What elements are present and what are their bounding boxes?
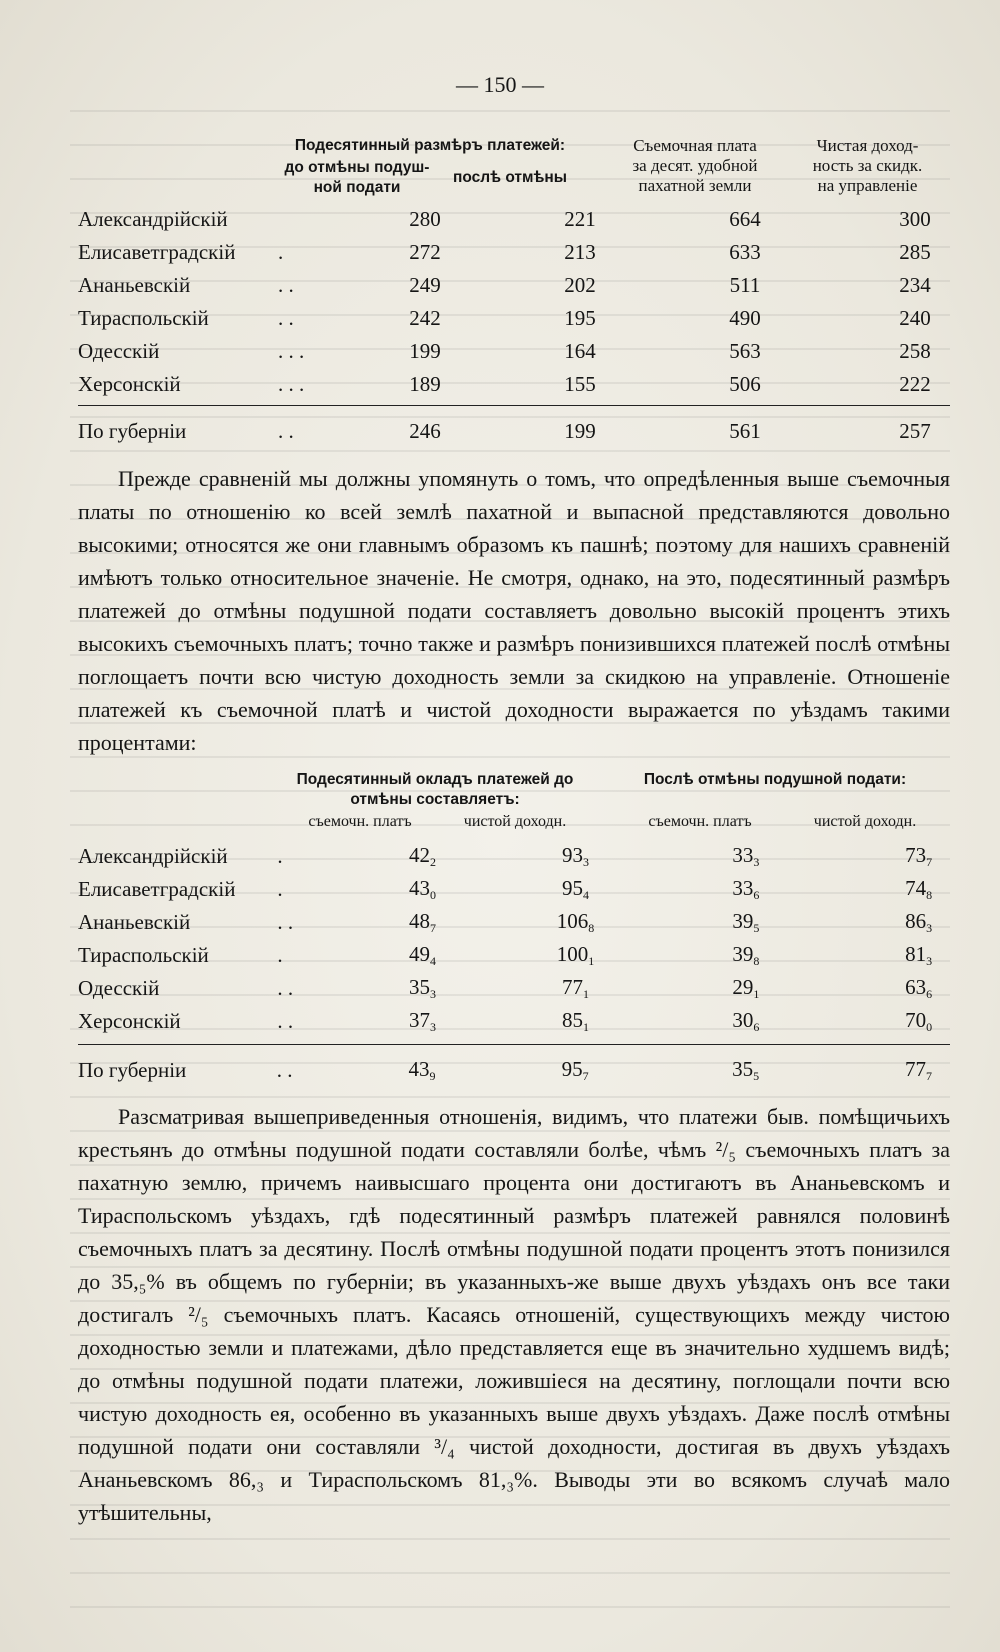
percent-whole: 106 (556, 909, 589, 933)
district-name: Одесскій (78, 976, 160, 1000)
table-cell: 272 (409, 240, 441, 264)
percent-cell (496, 1054, 654, 1087)
percent-cell (655, 1005, 838, 1038)
table-cell: 506 (729, 372, 761, 396)
paragraph-1 (78, 462, 950, 759)
table-cell: 164 (564, 339, 596, 363)
table-cell: 258 (899, 339, 931, 363)
percent-whole: 49 (408, 942, 430, 966)
percent-whole: 86 (905, 909, 927, 933)
percent-decimal: 9 (429, 1069, 436, 1083)
percent-cell (654, 1054, 837, 1087)
percent-cell (655, 972, 838, 1005)
district-name: Тираспольскій (78, 306, 209, 330)
leader-dots: . . (276, 1058, 293, 1082)
table1-col-header: Чистая доход- ность за скидк. на управленіе (812, 136, 923, 195)
percent-decimal: 8 (588, 921, 595, 935)
percent-decimal: 7 (926, 855, 933, 869)
percent-whole: 85 (562, 1008, 584, 1032)
percent-cell (655, 939, 838, 972)
leader-dots: . . (278, 419, 294, 443)
percent-cell (837, 840, 1000, 873)
percent-cell (837, 1005, 1000, 1038)
percent-whole: 81 (905, 942, 927, 966)
table2-total-rule (78, 1044, 950, 1045)
percent-decimal: 6 (753, 1020, 760, 1034)
table-cell: 202 (564, 273, 596, 297)
percent-whole: 35 (732, 1057, 754, 1081)
percent-decimal: 3 (753, 855, 760, 869)
percent-whole: 95 (562, 876, 584, 900)
percent-cell (497, 939, 655, 972)
percent-whole: 39 (732, 909, 754, 933)
percent-cell (655, 873, 838, 906)
percent-decimal: 5 (753, 921, 760, 935)
leader-dots: . . (278, 306, 294, 330)
percent-decimal: 6 (753, 888, 760, 902)
percent-decimal: 4 (429, 954, 436, 968)
table-cell: 633 (729, 240, 761, 264)
leader-dots: . (278, 240, 284, 264)
leader-dots: . . (277, 910, 294, 934)
table-row (78, 236, 1000, 269)
percent-decimal: 0 (926, 1020, 933, 1034)
table2-header-left: Подесятинный окладъ платежей до отмѣны составляетъ: (296, 771, 574, 808)
table2-total (78, 1054, 1000, 1087)
percent-cell (497, 906, 655, 939)
percent-whole: 48 (408, 909, 430, 933)
table-cell: 300 (899, 207, 931, 231)
page-number: — 150 — (456, 72, 544, 97)
percent-decimal: 5 (753, 1069, 760, 1083)
table-cell: 246 (409, 419, 441, 443)
percent-whole: 95 (561, 1057, 583, 1081)
table1 (78, 203, 1000, 401)
table-cell: 563 (729, 339, 761, 363)
percent-whole: 77 (904, 1057, 926, 1081)
leader-dots: . . . (278, 339, 305, 363)
leader-dots: . (277, 844, 283, 868)
leader-dots: . (277, 943, 283, 967)
percent-cell (837, 873, 1000, 906)
table2-subheader: чистой доходн. (813, 813, 917, 830)
percent-decimal: 1 (583, 987, 590, 1001)
table-row (78, 1005, 1000, 1038)
district-name: Ананьевскій (78, 273, 191, 297)
table1-total-rule (78, 405, 950, 406)
leader-dots: . (277, 877, 283, 901)
table-cell: 221 (564, 207, 596, 231)
percent-cell (348, 906, 496, 939)
table-cell: 490 (729, 306, 761, 330)
percent-cell (497, 840, 655, 873)
percent-cell (837, 972, 1000, 1005)
table-cell: 249 (409, 273, 441, 297)
district-name: Елисаветградскій (78, 240, 236, 264)
table-cell: 242 (409, 306, 441, 330)
percent-decimal: 7 (429, 921, 436, 935)
table-cell: 664 (729, 207, 761, 231)
percent-cell (348, 1005, 496, 1038)
percent-cell (348, 1054, 496, 1087)
percent-decimal: 3 (583, 855, 590, 869)
table-cell: 199 (564, 419, 596, 443)
table-cell: 199 (409, 339, 441, 363)
percent-whole: 100 (556, 942, 589, 966)
percent-whole: 30 (732, 1008, 754, 1032)
table-row (78, 368, 1000, 401)
district-name: Александрійскій (78, 844, 228, 868)
percent-whole: 37 (408, 1008, 430, 1032)
percent-cell (837, 1054, 1000, 1087)
percent-cell (655, 906, 838, 939)
percent-cell (497, 1005, 655, 1038)
percent-cell (497, 972, 655, 1005)
paragraph-2-text: Разсматривая вышеприведенныя отношенія, видимъ, что платежи быв. помѣщичьихъ крестьянъ до отмѣны подушной подати составляли болѣе, чѣмъ ²/₅ съемочныхъ платъ за пахатную землю, причемъ наивысшаго процента они достигаютъ въ Ананьевскомъ и Тираспольскомъ уѣздахъ, гдѣ подесятинный размѣръ платежей равнялся половинѣ съемочныхъ платъ за десятину. Послѣ отмѣны подушной подати процентъ этотъ понизился до 35,₅% въ общемъ по губерніи; въ указанныхъ-же выше двухъ уѣздахъ онъ все таки достигалъ ²/₅ съемочныхъ платъ. Касаясь отношеній, существующихъ между чистою доходностью земли и платежами, дѣло представляется еще въ значительно худшемъ видѣ; до отмѣны подушной подати платежи, ложившіеся на десятину, поглощали почти всю чистую доходность ея, особенно въ указанныхъ выше двухъ уѣздахъ. Даже послѣ отмѣны подушной подати они составляли ³/₄ чистой доходности, достигая въ двухъ уѣздахъ Ананьевскомъ 86,₃ и Тираспольскомъ 81,₃%. Выводы эти во всякомъ случаѣ мало утѣшительны, (78, 1104, 950, 1525)
district-name: По губерніи (78, 419, 187, 443)
percent-cell (655, 840, 838, 873)
district-name: Херсонскій (78, 372, 181, 396)
percent-whole: 42 (408, 843, 430, 867)
percent-cell (348, 873, 496, 906)
percent-decimal: 3 (429, 987, 436, 1001)
percent-decimal: 1 (753, 987, 760, 1001)
table1-total (78, 415, 1000, 448)
percent-cell (837, 906, 1000, 939)
table1-col-header: Съемочная плата за десят. удобной пахатной земли (632, 136, 758, 195)
table-cell: 285 (899, 240, 931, 264)
percent-whole: 70 (905, 1008, 927, 1032)
table-row (78, 873, 1000, 906)
leader-dots (278, 203, 350, 236)
percent-cell (348, 840, 496, 873)
leader-dots: . . (278, 273, 294, 297)
paragraph-1-text: Прежде сравненій мы должны упомянуть о томъ, что опредѣленныя выше съемочныя платы по отношенію ко всей землѣ пахатной и выпасной представляются довольно высокими; относятся же они главнымъ образомъ къ пашнѣ; поэтому для нашихъ сравненій имѣютъ только относительное значеніе. Не смотря, однако, на это, подесятинный размѣръ платежей до отмѣны подушной подати составляетъ довольно высокій процентъ этихъ высокихъ съемочныхъ платъ; точно также и размѣръ понизившихся платежей послѣ отмѣны поглощаетъ почти всю чистую доходность земли за скидкою на управленіе. Отношеніе платежей къ съемочной платѣ и чистой доходности выражается по уѣздамъ такими процентами: (78, 466, 950, 755)
percent-whole: 39 (732, 942, 754, 966)
paragraph-2 (78, 1100, 950, 1529)
district-name: Одесскій (78, 339, 160, 363)
percent-decimal: 3 (926, 921, 933, 935)
percent-decimal: 7 (925, 1069, 932, 1083)
percent-whole: 43 (408, 876, 430, 900)
table-cell: 213 (564, 240, 596, 264)
table1-group-header: Подесятинный размѣръ платежей: (294, 137, 566, 154)
table-cell: 561 (729, 419, 761, 443)
leader-dots: . . (277, 976, 294, 1000)
table-row (78, 203, 1000, 236)
percent-whole: 74 (905, 876, 927, 900)
table1-col-header: до отмѣны подуш- ной подати (284, 159, 430, 196)
percent-whole: 29 (732, 975, 754, 999)
percent-decimal: 8 (753, 954, 760, 968)
table-row (78, 939, 1000, 972)
district-name: Херсонскій (78, 1009, 181, 1033)
table-cell: 280 (409, 207, 441, 231)
table2-subheader: съемочн. платъ (648, 813, 752, 830)
percent-whole: 77 (562, 975, 584, 999)
table-row (78, 906, 1000, 939)
table-cell: 234 (899, 273, 931, 297)
percent-cell (348, 939, 496, 972)
district-name: Александрійскій (78, 207, 228, 231)
percent-decimal: 7 (582, 1069, 589, 1083)
table-row (78, 269, 1000, 302)
table2-subheader: съемочн. платъ (308, 813, 412, 830)
percent-cell (497, 873, 655, 906)
percent-decimal: 1 (588, 954, 595, 968)
district-name: Ананьевскій (78, 910, 191, 934)
table-row (78, 840, 1000, 873)
percent-whole: 43 (408, 1057, 430, 1081)
percent-decimal: 2 (429, 855, 436, 869)
percent-cell (837, 939, 1000, 972)
district-name: Тираспольскій (78, 943, 209, 967)
percent-decimal: 4 (583, 888, 590, 902)
table-cell: 511 (729, 273, 761, 297)
table-row (78, 415, 1000, 448)
leader-dots: . . (277, 1009, 294, 1033)
district-name: Елисаветградскій (78, 877, 236, 901)
table-row (78, 335, 1000, 368)
percent-whole: 33 (732, 876, 754, 900)
leader-dots: . . . (278, 372, 305, 396)
percent-whole: 35 (408, 975, 430, 999)
percent-decimal: 3 (429, 1020, 436, 1034)
table-row (78, 972, 1000, 1005)
table-cell: 155 (564, 372, 596, 396)
percent-decimal: 3 (926, 954, 933, 968)
table-cell: 189 (409, 372, 441, 396)
table-cell: 222 (899, 372, 931, 396)
percent-decimal: 6 (926, 987, 933, 1001)
table2-header-right: Послѣ отмѣны подушной подати: (643, 771, 907, 788)
percent-whole: 63 (905, 975, 927, 999)
percent-cell (348, 972, 496, 1005)
table-cell: 240 (899, 306, 931, 330)
table-cell: 195 (564, 306, 596, 330)
district-name: По губерніи (78, 1058, 187, 1082)
percent-whole: 33 (732, 843, 754, 867)
table2 (78, 840, 1000, 1038)
percent-decimal: 8 (926, 888, 933, 902)
table-row (78, 302, 1000, 335)
table-row (78, 1054, 1000, 1087)
percent-whole: 73 (905, 843, 927, 867)
table2-subheader: чистой доходн. (463, 813, 567, 830)
percent-decimal: 0 (429, 888, 436, 902)
percent-decimal: 1 (583, 1020, 590, 1034)
percent-whole: 93 (562, 843, 584, 867)
table-cell: 257 (899, 419, 931, 443)
table1-col-header: послѣ отмѣны (453, 169, 567, 186)
